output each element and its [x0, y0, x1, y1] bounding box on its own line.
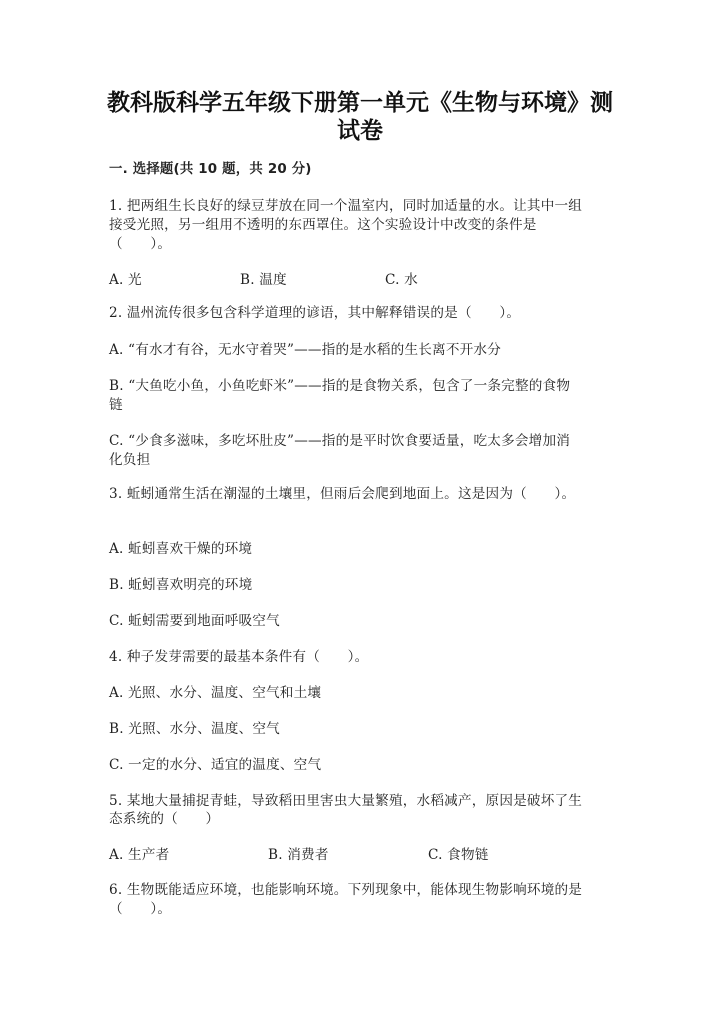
question-2-option-a: A. “有水才有谷，无水守着哭”——指的是水稻的生长离不开水分 [109, 342, 501, 358]
question-2-option-c: C. “少食多滋味，多吃坏肚皮”——指的是平时饮食要适量，吃太多会增加消 [109, 433, 571, 449]
question-4-option-a: A. 光照、水分、温度、空气和土壤 [109, 685, 322, 701]
question-3-option-c: C. 蚯蚓需要到地面呼吸空气 [109, 613, 280, 629]
question-3-text: 3. 蚯蚓通常生活在潮湿的土壤里，但雨后会爬到地面上。这是因为（ ）。 [109, 486, 576, 502]
question-2-text: 2. 温州流传很多包含科学道理的谚语，其中解释错误的是（ ）。 [109, 305, 521, 321]
question-1-option-b: B. 温度 [240, 272, 287, 288]
question-2-option-b: B. “大鱼吃小鱼，小鱼吃虾米”——指的是食物关系，包含了一条完整的食物 [109, 378, 571, 394]
question-1-text: （ ）。 [109, 236, 172, 252]
question-4-text: 4. 种子发芽需要的最基本条件有（ ）。 [109, 649, 369, 665]
question-2-option-c: 化负担 [109, 452, 151, 468]
question-5-option-b: B. 消费者 [268, 847, 329, 863]
question-6-text: （ ）。 [109, 901, 172, 917]
question-3-option-a: A. 蚯蚓喜欢干燥的环境 [109, 541, 253, 557]
question-1-option-c: C. 水 [385, 272, 418, 288]
question-5-text: 态系统的（ ） [109, 811, 220, 827]
question-3-option-b: B. 蚯蚓喜欢明亮的环境 [109, 577, 253, 593]
question-5-text: 5. 某地大量捕捉青蛙，导致稻田里害虫大量繁殖，水稻减产，原因是破坏了生 [109, 793, 583, 809]
question-5-option-c: C. 食物链 [428, 847, 489, 863]
question-4-option-c: C. 一定的水分、适宜的温度、空气 [109, 757, 322, 773]
question-6-text: 6. 生物既能适应环境，也能影响环境。下列现象中，能体现生物影响环境的是 [109, 882, 583, 898]
question-4-option-b: B. 光照、水分、温度、空气 [109, 721, 280, 737]
section-heading: 一. 选择题(共 10 题，共 20 分) [109, 162, 312, 177]
question-1-text: 1. 把两组生长良好的绿豆芽放在同一个温室内，同时加适量的水。让其中一组 [109, 198, 583, 214]
document-title-line-2: 试卷 [337, 118, 383, 144]
question-2-option-b: 链 [109, 397, 123, 413]
question-1-option-a: A. 光 [109, 272, 142, 288]
question-5-option-a: A. 生产者 [109, 847, 170, 863]
document-title-line-1: 教科版科学五年级下册第一单元《生物与环境》测 [107, 90, 613, 116]
question-1-text: 接受光照，另一组用不透明的东西罩住。这个实验设计中改变的条件是 [109, 217, 537, 233]
